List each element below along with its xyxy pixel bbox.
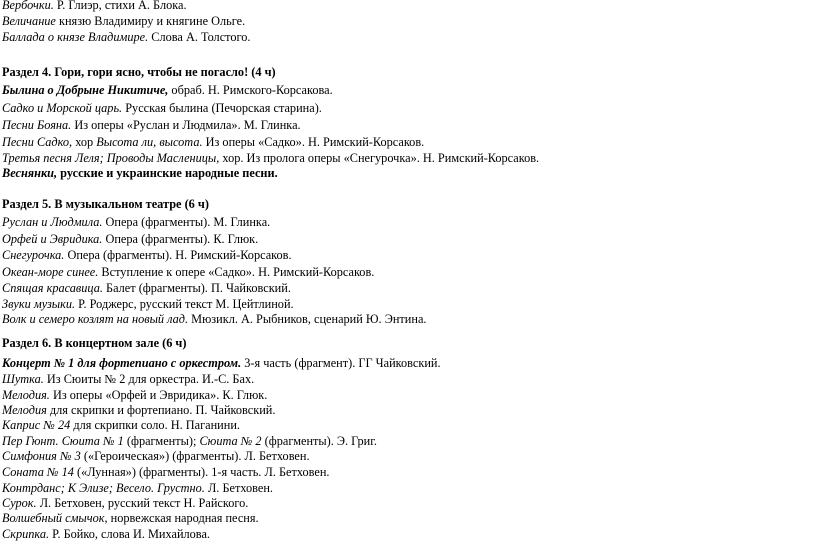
work-title: Волшебный смычок, (2, 511, 108, 525)
work-title: Волк и семеро козлят на новый лад. (2, 312, 189, 326)
work-title: Звуки музыки. (2, 297, 76, 311)
work-details: Русская былина (Печорская старина). (122, 101, 322, 115)
work-details: хор (72, 135, 97, 149)
work-title: Спящая красавица. (2, 281, 103, 295)
work-title: Высота ли, высота. (96, 135, 203, 149)
list-item (2, 297, 294, 312)
work-title: Мелодия. (2, 388, 50, 402)
work-title: Былина о Добрыне Никитиче, (2, 83, 169, 97)
list-item (2, 118, 301, 133)
work-details: русские и украинские народные песни. (57, 166, 278, 180)
work-details: Балет (фрагменты). П. Чайковский. (102, 281, 291, 295)
work-details: Вступление к опере «Садко». Н. Римский-Корсаков. (98, 265, 375, 279)
list-item (2, 281, 291, 296)
list-item (2, 388, 267, 403)
work-details: для скрипки соло. Н. Паганини. (70, 418, 240, 432)
work-details: князю Владимиру и княгине Ольге. (55, 14, 246, 28)
list-item (2, 356, 441, 371)
work-title: Пер Гюнт. Сюита № 1 (2, 434, 124, 448)
list-item (2, 418, 240, 433)
list-item (2, 496, 248, 511)
work-details: Опера (фрагменты). М. Глинка. (102, 215, 271, 229)
work-title: Садко и Морской царь. (2, 101, 123, 115)
list-item (2, 248, 292, 263)
work-title: Каприс № 24 (2, 418, 71, 432)
list-item (2, 101, 322, 116)
work-details: Опера (фрагменты). Н. Римский-Корсаков. (64, 248, 292, 262)
work-title: Третья песня Леля; Проводы Масленицы, (2, 151, 220, 165)
work-details: Из оперы «Руслан и Людмила». М. Глинка. (71, 118, 301, 132)
section-heading-4: Раздел 4. Гори, гори ясно, чтобы не погасло! (4 ч) (2, 65, 276, 79)
work-details: Л. Бетховен. (204, 481, 274, 495)
list-item (2, 30, 250, 45)
work-details: Из оперы «Садко». Н. Римский-Корсаков. (202, 135, 425, 149)
work-title: Величание (2, 14, 56, 28)
work-title: Песни Садко, (2, 135, 73, 149)
list-item (2, 465, 330, 480)
work-title: Песни Бояна. (2, 118, 72, 132)
work-details: («Лунная») (фрагменты). 1-я часть. Л. Бетховен. (73, 465, 330, 479)
list-item (2, 481, 273, 496)
work-details: (фрагменты). Э. Григ. (261, 434, 377, 448)
work-title: Снегурочка. (2, 248, 65, 262)
list-item (2, 434, 377, 449)
work-details: Р. Роджерс, русский текст М. Цейтлиной. (75, 297, 294, 311)
list-item (2, 151, 539, 166)
work-details: Л. Бетховен, русский текст Н. Райского. (36, 496, 249, 510)
list-item (2, 511, 259, 526)
list-item (2, 403, 275, 418)
work-title: Контрданс; К Элизе; Весело. Грустно. (2, 481, 205, 495)
list-item (2, 83, 333, 98)
list-item (2, 232, 258, 247)
work-details: 3-я часть (фрагмент). ГГ Чайковский. (241, 356, 441, 370)
work-details: («Героическая») (фрагменты). Л. Бетховен. (80, 449, 310, 463)
work-title: Веснянки, (2, 166, 58, 180)
list-item (2, 166, 278, 181)
section-heading-6: Раздел 6. В концертном зале (6 ч) (2, 336, 187, 350)
work-details: хор. Из пролога оперы «Снегурочка». Н. Римский-Корсаков. (219, 151, 540, 165)
work-title: Симфония № 3 (2, 449, 81, 463)
work-details: Р. Бойко, слова И. Михайлова. (49, 527, 210, 541)
work-title: Сюита № 2 (199, 434, 262, 448)
section-heading-5: Раздел 5. В музыкальном театре (6 ч) (2, 197, 209, 211)
work-title: Скрипка. (2, 527, 50, 541)
work-title: Вербочки. (2, 0, 54, 12)
work-title: Концерт № 1 для фортепиано с оркестром. (2, 356, 242, 370)
work-title: Шутка. (2, 372, 44, 386)
work-title: Орфей и Эвридика. (2, 232, 103, 246)
list-item (2, 449, 310, 464)
list-item (2, 312, 426, 327)
work-details: Мюзикл. А. Рыбников, сценарий Ю. Энтина. (188, 312, 427, 326)
list-item (2, 135, 424, 150)
work-title: Руслан и Людмила. (2, 215, 103, 229)
list-item (2, 0, 187, 13)
list-item (2, 14, 245, 29)
work-details: для скрипки и фортепиано. П. Чайковский. (46, 403, 276, 417)
work-title: Соната № 14 (2, 465, 74, 479)
list-item (2, 527, 210, 542)
list-item (2, 215, 270, 230)
work-details: Р. Глиэр, стихи А. Блока. (53, 0, 187, 12)
list-item (2, 372, 254, 387)
list-item (2, 265, 374, 280)
work-details: Опера (фрагменты). К. Глюк. (102, 232, 259, 246)
work-details: Из оперы «Орфей и Эвридика». К. Глюк. (49, 388, 268, 402)
work-title: Баллада о князе Владимире. (2, 30, 149, 44)
work-details: обраб. Н. Римского-Корсакова. (168, 83, 333, 97)
work-details: (фрагменты); (123, 434, 200, 448)
work-details: Из Сюиты № 2 для оркестра. И.-С. Бах. (43, 372, 255, 386)
work-title: Мелодия (2, 403, 47, 417)
work-details: норвежская народная песня. (107, 511, 259, 525)
work-details: Слова А. Толстого. (148, 30, 251, 44)
work-title: Океан-море синее. (2, 265, 99, 279)
work-title: Сурок. (2, 496, 37, 510)
